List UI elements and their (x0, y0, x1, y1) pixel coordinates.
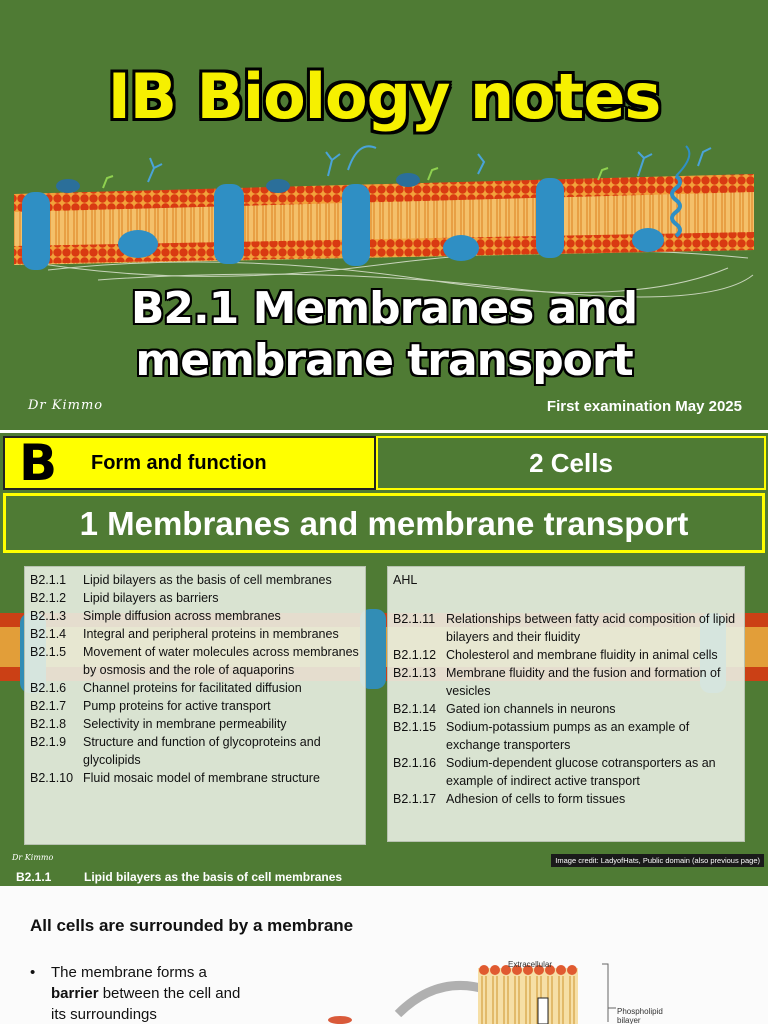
figure-label-phospholipid: Phospholipid bilayer (617, 1007, 663, 1024)
sl-objective-row (25, 625, 365, 643)
topic-name: 1 Membranes and membrane transport (79, 505, 689, 542)
objective-code: B2.1.6 (30, 681, 67, 695)
objective-text: Movement of water molecules across membranes by osmosis and the role of aquaporins (83, 645, 359, 677)
cell-membrane-illustration (8, 140, 760, 300)
objective-code: B2.1.8 (30, 717, 67, 731)
author-signature-small: Dr Kimmo (12, 853, 54, 862)
objective-code: B2.1.14 (393, 702, 437, 716)
level-box (376, 436, 766, 490)
objective-text: Adhesion of cells to form tissues (446, 792, 626, 806)
image-credit: Image credit: LadyofHats, Public domain (also previous page) (551, 854, 764, 867)
ahl-title: AHL (393, 573, 418, 587)
footer-section-code: B2.1.1 (16, 870, 52, 884)
topic-box (3, 493, 765, 553)
ahl-objective-row (388, 700, 744, 718)
objective-code: B2.1.12 (393, 648, 437, 662)
bullet-text (30, 962, 250, 1024)
objective-code: B2.1.4 (30, 627, 67, 641)
ahl-objective-row (388, 754, 744, 790)
cover-title: IB Biology notes (107, 60, 661, 133)
objective-text: Membrane fluidity and the fusion and formation of vesicles (446, 666, 721, 698)
level-name: 2 Cells (529, 448, 613, 478)
content-bullet (30, 962, 250, 1024)
ahl-objectives-list (388, 610, 744, 808)
objective-code: B2.1.16 (393, 756, 437, 770)
content-slide (0, 886, 768, 1024)
objective-code: B2.1.17 (393, 792, 437, 806)
theme-letter: B (19, 434, 58, 492)
objective-text: Selectivity in membrane permeability (83, 717, 287, 731)
objective-text: Fluid mosaic model of membrane structure (83, 771, 320, 785)
theme-name: Form and function (91, 452, 267, 474)
objective-text: Gated ion channels in neurons (446, 702, 616, 716)
sl-objective-row (25, 643, 365, 679)
objective-text: Channel proteins for facilitated diffusion (83, 681, 302, 695)
objective-text: Sodium-potassium pumps as an example of exchange transporters (446, 720, 690, 752)
footer-section-title: Lipid bilayers as the basis of cell membranes (84, 870, 343, 884)
sl-objectives-panel (24, 566, 366, 845)
objective-text: Relationships between fatty acid composition of lipid bilayers and their fluidity (446, 612, 736, 644)
subtitle-line-1: B2.1 Membranes and (130, 283, 638, 334)
objective-code: B2.1.7 (30, 699, 67, 713)
section-footer-bar (0, 867, 768, 886)
objective-code: B2.1.1 (30, 573, 67, 587)
objective-text: Cholesterol and membrane fluidity in animal cells (446, 648, 718, 662)
sl-objectives-list (25, 571, 365, 787)
objective-text: Lipid bilayers as barriers (83, 591, 219, 605)
author-signature: Dr Kimmo (28, 398, 104, 413)
bullet-text-bold: barrier (51, 985, 99, 1002)
sl-objective-row (25, 589, 365, 607)
theme-box (3, 436, 376, 490)
sl-objective-row (25, 607, 365, 625)
first-examination-label: First examination May 2025 (546, 398, 742, 415)
bullet-dot: • (30, 964, 36, 981)
objective-code: B2.1.10 (30, 771, 74, 785)
objective-code: B2.1.9 (30, 735, 67, 749)
subtitle-line-2: membrane transport (135, 335, 633, 386)
objective-code: B2.1.11 (393, 612, 436, 626)
content-heading: All cells are surrounded by a membrane (30, 916, 354, 935)
sl-objective-row (25, 733, 365, 769)
sl-objective-row (25, 715, 365, 733)
sl-objective-row (25, 679, 365, 697)
objective-text: Lipid bilayers as the basis of cell membranes (83, 573, 332, 587)
sl-objective-row (25, 769, 365, 787)
objective-text: Pump proteins for active transport (83, 699, 271, 713)
ahl-objective-row (388, 790, 744, 808)
bullet-text-pre: The membrane forms a (51, 964, 207, 981)
objective-code: B2.1.2 (30, 591, 67, 605)
objective-text: Sodium-dependent glucose cotransporters as an example of indirect active transport (446, 756, 716, 788)
objective-text: Structure and function of glycoproteins and glycolipids (83, 735, 321, 767)
objective-code: B2.1.3 (30, 609, 67, 623)
syllabus-header (0, 436, 768, 490)
figure-label-extracellular: Extracellular (508, 960, 553, 969)
ahl-objectives-panel (387, 566, 745, 842)
sl-objective-row (25, 697, 365, 715)
sl-objective-row (25, 571, 365, 589)
objective-code: B2.1.5 (30, 645, 67, 659)
ahl-objective-row (388, 646, 744, 664)
syllabus-slide (0, 430, 768, 886)
bullet-text-post: between the cell and its surroundings (51, 985, 241, 1023)
cover-slide (0, 0, 768, 430)
ahl-objective-row (388, 718, 744, 754)
cover-subtitle (0, 283, 768, 387)
objective-text: Simple diffusion across membranes (83, 609, 281, 623)
ahl-objective-row (388, 664, 744, 700)
objective-text: Integral and peripheral proteins in membranes (83, 627, 339, 641)
objective-code: B2.1.13 (393, 666, 437, 680)
ahl-objective-row (388, 610, 744, 646)
objective-code: B2.1.15 (393, 720, 437, 734)
